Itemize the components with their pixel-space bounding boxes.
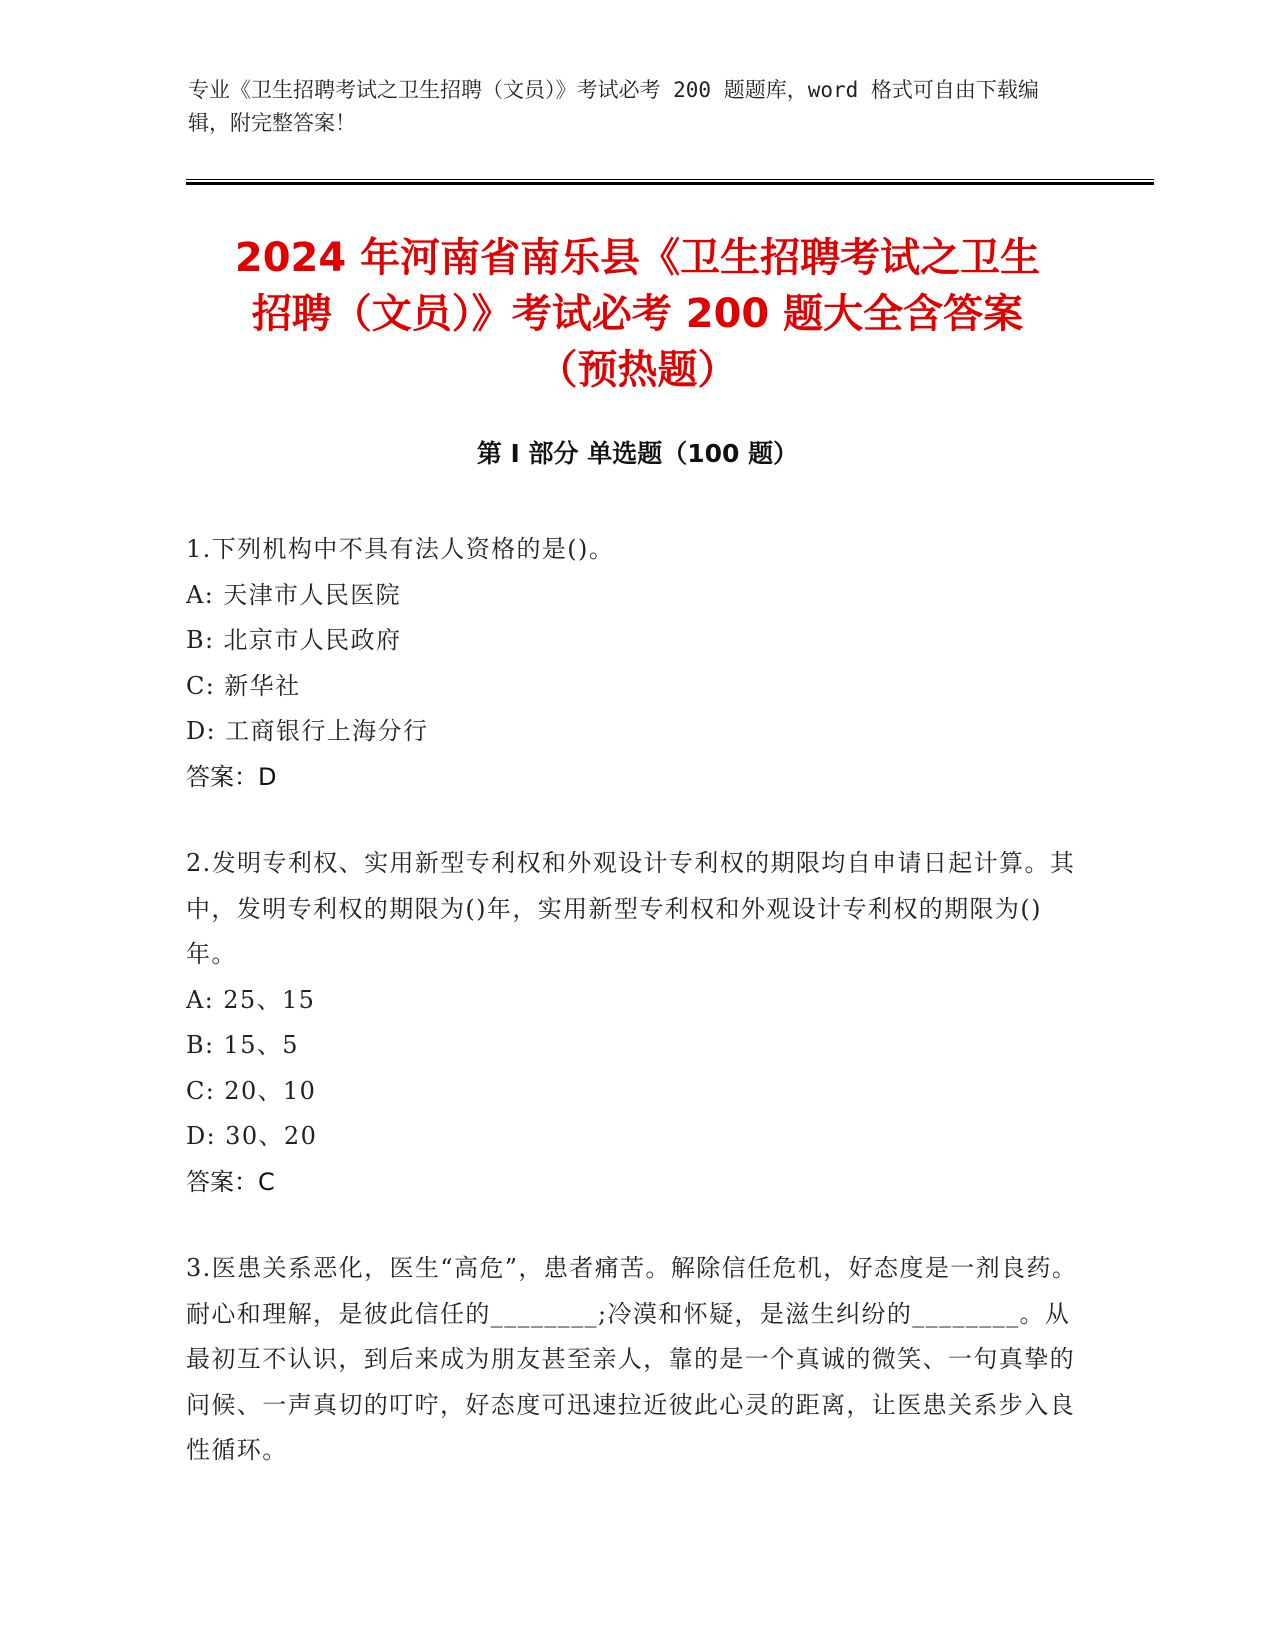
option-d: D: 工商银行上海分行	[186, 717, 429, 745]
answer-text: 答案：C	[186, 1167, 275, 1196]
option-b: B: 15、5	[186, 1031, 299, 1059]
question-2	[186, 841, 1086, 1205]
option-d: D: 30、20	[186, 1122, 318, 1150]
document-title	[150, 230, 1125, 398]
answer-text: 答案：D	[186, 762, 277, 791]
header-divider-thick	[186, 182, 1154, 185]
section-heading: 第 I 部分 单选题（100 题）	[476, 439, 799, 468]
title-line-1: 2024 年河南省南乐县《卫生招聘考试之卫生	[234, 235, 1041, 281]
title-line-3: （预热题）	[537, 347, 738, 393]
option-a: A: 25、15	[186, 985, 316, 1014]
question-list	[186, 527, 1086, 1515]
option-a: A: 天津市人民医院	[186, 580, 402, 609]
title-line-2: 招聘（文员）》考试必考 200 题大全含答案	[251, 291, 1024, 337]
question-stem: 1.下列机构中不具有法人资格的是()。	[186, 535, 615, 563]
header-note: 专业《卫生招聘考试之卫生招聘（文员）》考试必考 200 题题库，word 格式可自由下载编辑，附完整答案！	[188, 78, 1039, 135]
option-b: B: 北京市人民政府	[186, 626, 402, 654]
question-3	[186, 1246, 1086, 1474]
question-1	[186, 527, 1086, 800]
question-stem: 3.医患关系恶化，医生“高危”，患者痛苦。解除信任危机，好态度是一剂良药。耐心和理解，是彼此信任的________;冷漠和怀疑，是滋生纠纷的________。从最初互不认识，到后来成为朋友甚至亲人，靠的是一个真诚的微笑、一句真挚的问候、一声真切的叮咛，好态度可迅速拉近彼此心灵的距离，让医患关系步入良性循环。	[186, 1254, 1078, 1464]
header-divider-thin	[186, 179, 1154, 180]
question-stem: 2.发明专利权、实用新型专利权和外观设计专利权的期限均自申请日起计算。其中，发明专利权的期限为()年，实用新型专利权和外观设计专利权的期限为()年。	[186, 849, 1076, 968]
option-c: C: 新华社	[186, 671, 301, 700]
option-c: C: 20、10	[186, 1076, 317, 1105]
